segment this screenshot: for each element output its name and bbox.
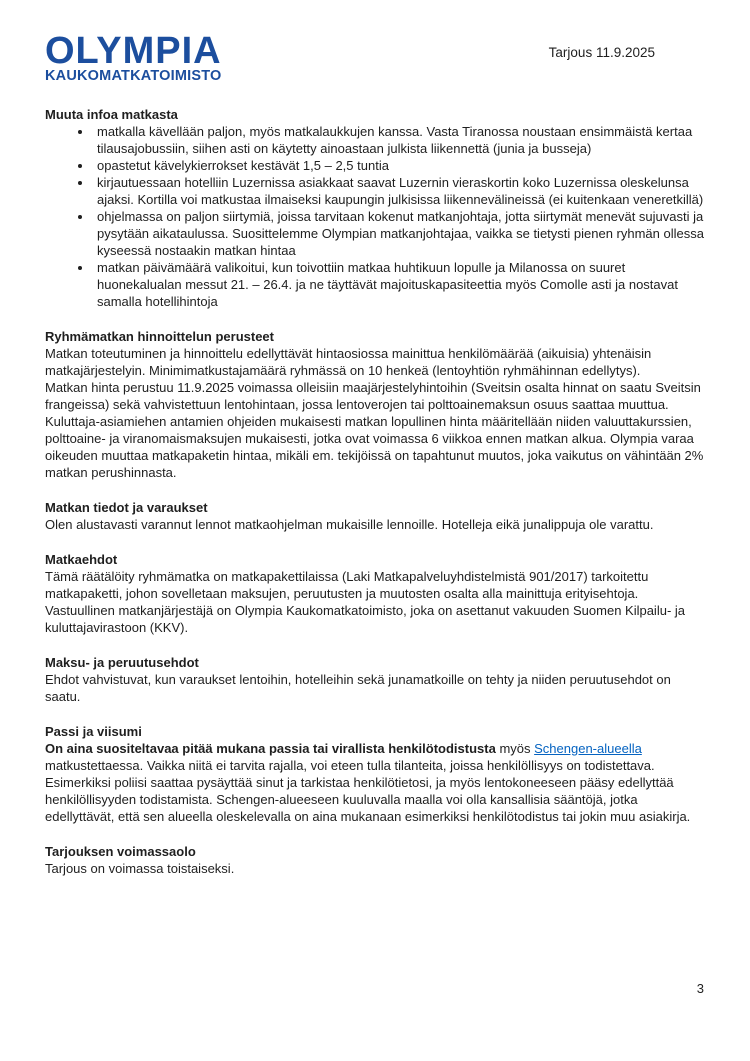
schengen-link[interactable]: Schengen-alueella [534, 741, 642, 756]
section-maksu-peruutus [45, 654, 708, 705]
section-matkaehdot [45, 551, 708, 636]
paragraph: Olen alustavasti varannut lennot matkaohjelman mukaisille lennoille. Hotelleja eikä junalippuja ole varattu. [45, 517, 654, 532]
section-heading: Matkan tiedot ja varaukset [45, 500, 208, 515]
bullet-item: • kirjautuessaan hotelliin Luzernissa asiakkaat saavat Luzernin vieraskortin koko Luzernissa oleskelunsa ajaksi. Kortilla voi matkustaa ilmaiseksi kaupungin julkisissa liikennevälineissä (ei kuitenkaan veneretkillä) [93, 174, 708, 208]
olympia-logo [45, 30, 222, 84]
offer-date: Tarjous 11.9.2025 [548, 45, 655, 60]
paragraph: Tämä räätälöity ryhmämatka on matkapakettilaissa (Laki Matkapalveluyhdistelmistä 901/2017) tarkoitettu matkapaketti, johon sovelletaan maksujen, peruutusten ja muutosten osalta alla mainittuja erityisehtoja. Vastuullinen matkanjärjestäjä on Olympia Kaukomatkatoimisto, joka on asettanut vakuuden Suomen Kilpailu- ja kuluttajavirastoon (KKV). [45, 569, 686, 635]
paragraph: Matkan hinta perustuu 11.9.2025 voimassa olleisiin maajärjestelyhintoihin (Sveitsin osalta hinnat on saatu Sveitsin frangeissa) sekä vahvistettuun lentohintaan, jossa lentoverojen tai polttoainemaksun osuus saattaa muuttua. [45, 380, 701, 412]
section-muuta-infoa [45, 106, 708, 310]
section-heading: Tarjouksen voimassaolo [45, 844, 196, 859]
document-header [0, 0, 750, 84]
info-bullet-list [45, 123, 708, 310]
section-heading: Ryhmämatkan hinnoittelun perusteet [45, 329, 274, 344]
paragraph [45, 740, 708, 825]
paragraph: Kuluttaja-asiamiehen antamien ohjeiden mukaisesti matkan lopullinen hinta määritellään niiden valuuttakurssien, polttoaine- ja viranomaismaksujen mukaisesti, jotka ovat voimassa 6 viikkoa ennen matkan alkua. Olympia varaa oikeuden muuttaa matkapaketin hintaa, mikäli em. tekijöissä on tapahtunut muutos, joka vaikutus on vähintään 2% matkan perushinnasta. [45, 414, 704, 480]
paragraph: Tarjous on voimassa toistaiseksi. [45, 861, 235, 876]
bullet-item: • opastetut kävelykierrokset kestävät 1,5 – 2,5 tuntia [93, 157, 708, 174]
section-heading: Muuta infoa matkasta [45, 107, 178, 122]
section-heading: Passi ja viisumi [45, 724, 142, 739]
bullet-item: • matkan päivämäärä valikoitui, kun toivottiin matkaa huhtikuun lopulle ja Milanossa on suuret huonekalualan messut 21. – 26.4. ja ne täyttävät majoituskapasiteettia myös Comolle asti ja nostavat samalla hotellihintoja [93, 259, 708, 310]
bullet-item: • matkalla kävellään paljon, myös matkalaukkujen kanssa. Vasta Tiranossa noustaan ensimmäistä kertaa tilausajobussiin, siihen asti on käytetty ainoastaan julkista liikennettä (junia ja busseja) [93, 123, 708, 157]
section-tiedot [45, 499, 708, 533]
section-voimassaolo [45, 843, 708, 877]
section-passi-viisumi [45, 723, 708, 825]
document-body [45, 106, 708, 877]
section-hinnoittelu [45, 328, 708, 481]
passport-bold-lead: On aina suositeltavaa pitää mukana passia tai virallista henkilötodistusta [45, 741, 496, 756]
passport-text: matkustettaessa. Vaikka niitä ei tarvita rajalla, voi eteen tulla tilanteita, joissa henkilöllisyys on todistettava. Esimerkiksi poliisi saattaa pysäyttää sinut ja tarkistaa henkilötietosi, ja myös lentokoneeseen pääsy edellyttää henkilöllisyyden todistamista. Schengen-alueeseen kuuluvalla maalla voi olla kansallisia sääntöjä, jotka edellyttävät, että sen alueella oleskelevalla on aina mukanaan esimerkiksi henkilötodistus tai jokin muu asiakirja. [45, 758, 691, 824]
passport-text: myös [495, 741, 535, 756]
section-heading: Maksu- ja peruutusehdot [45, 655, 199, 670]
paragraph: Matkan toteutuminen ja hinnoittelu edellyttävät hintaosiossa mainittua henkilömäärää (aikuisia) yhtenäisin matkajärjestelyin. Minimimatkustajamäärä ryhmässä on 10 henkeä (lentoyhtiön ryhmähinnan edellytys). [45, 346, 652, 378]
logo-wordmark: OLYMPIA [45, 30, 222, 72]
page-number: 3 [696, 981, 704, 996]
logo-subtitle: KAUKOMATKATOIMISTO [45, 68, 222, 84]
paragraph: Ehdot vahvistuvat, kun varaukset lentoihin, hotelleihin sekä junamatkoille on tehty ja niiden peruutusehdot on saatu. [45, 672, 671, 704]
bullet-item: • ohjelmassa on paljon siirtymiä, joissa tarvitaan kokenut matkanjohtaja, jotta siirtymät menevät sujuvasti ja pysytään aikataulussa. Suosittelemme Olympian matkanjohtajaa, vaikka se tietysti pienen ryhmän ollessa kyseessä nostaakin matkan hintaa [93, 208, 708, 259]
section-heading: Matkaehdot [45, 552, 118, 567]
